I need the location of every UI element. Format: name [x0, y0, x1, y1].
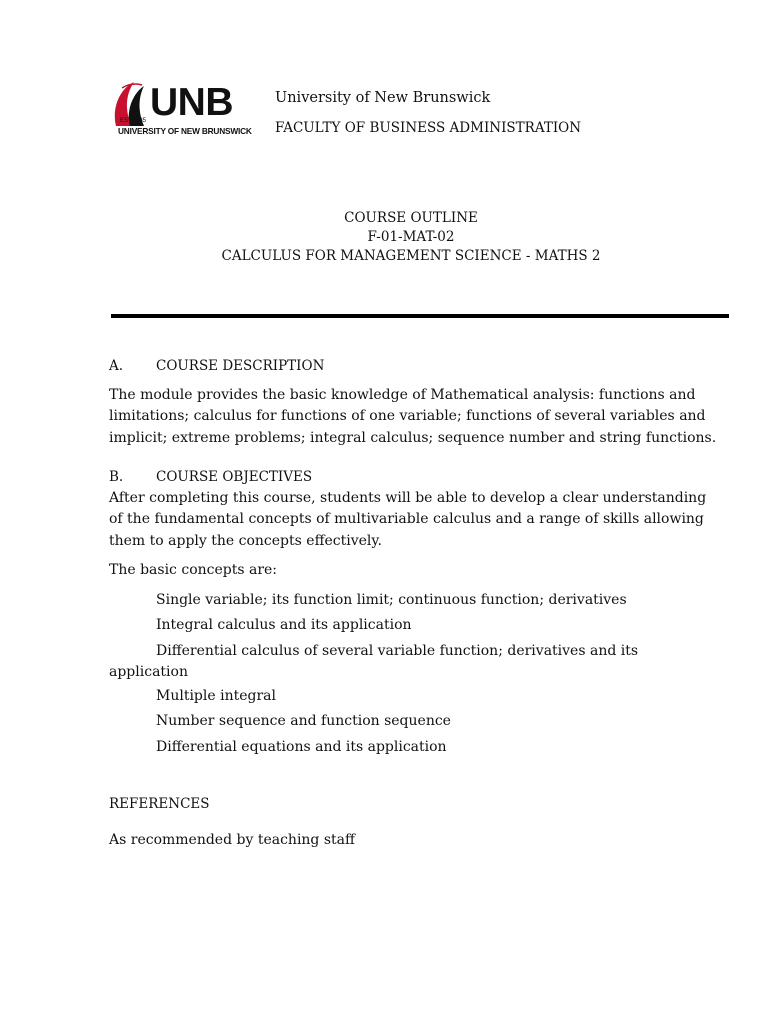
- concept-item: Number sequence and function sequence: [156, 713, 451, 729]
- logo-established: EST.1785: [120, 118, 147, 124]
- course-objectives: [109, 488, 713, 552]
- objectives-line: of the fundamental concepts of multivariable calculus and a range of skills allowing: [109, 511, 704, 528]
- title-line-1: COURSE OUTLINE: [344, 210, 478, 226]
- section-b-title: COURSE OBJECTIVES: [156, 469, 313, 485]
- horizontal-rule: [111, 314, 729, 318]
- objectives-line: them to apply the concepts effectively.: [109, 532, 382, 549]
- description-line: The module provides the basic knowledge of Mathematical analysis: functions and: [109, 387, 696, 403]
- section-a-number: A.: [109, 358, 124, 374]
- section-b-number: B.: [109, 469, 124, 485]
- concept-item: Differential calculus of several variable function; derivatives and its: [156, 643, 639, 659]
- references-text: As recommended by teaching staff: [109, 832, 355, 848]
- concept-item: Single variable; its function limit; continuous function; derivatives: [156, 592, 627, 608]
- course-title-block: [0, 209, 768, 266]
- section-a-title: COURSE DESCRIPTION: [156, 358, 325, 374]
- concepts-intro: The basic concepts are:: [109, 562, 278, 578]
- concept-item-continuation: application: [109, 664, 188, 680]
- objectives-line: After completing this course, students will be able to develop a clear understanding: [109, 490, 707, 506]
- concept-item: Multiple integral: [156, 688, 276, 704]
- course-description: [109, 385, 717, 449]
- section-a-heading: [109, 358, 324, 374]
- university-name: University of New Brunswick: [275, 90, 491, 106]
- concept-item: Differential equations and its application: [156, 739, 447, 755]
- course-code: F-01-MAT-02: [367, 229, 455, 245]
- logo-wordmark: UNB: [150, 81, 233, 124]
- course-title: CALCULUS FOR MANAGEMENT SCIENCE - MATHS 2: [221, 248, 601, 264]
- unb-logo: [110, 80, 260, 142]
- section-b-heading: [109, 469, 312, 485]
- logo-subtitle: UNIVERSITY OF NEW BRUNSWICK: [118, 126, 252, 136]
- concept-item: Integral calculus and its application: [156, 617, 412, 633]
- description-line: implicit; extreme problems; integral calculus; sequence number and string functions.: [109, 429, 717, 446]
- faculty-name: FACULTY OF BUSINESS ADMINISTRATION: [275, 120, 582, 136]
- references-heading: REFERENCES: [109, 796, 210, 812]
- description-line: limitations; calculus for functions of one variable; functions of several variables and: [109, 408, 706, 425]
